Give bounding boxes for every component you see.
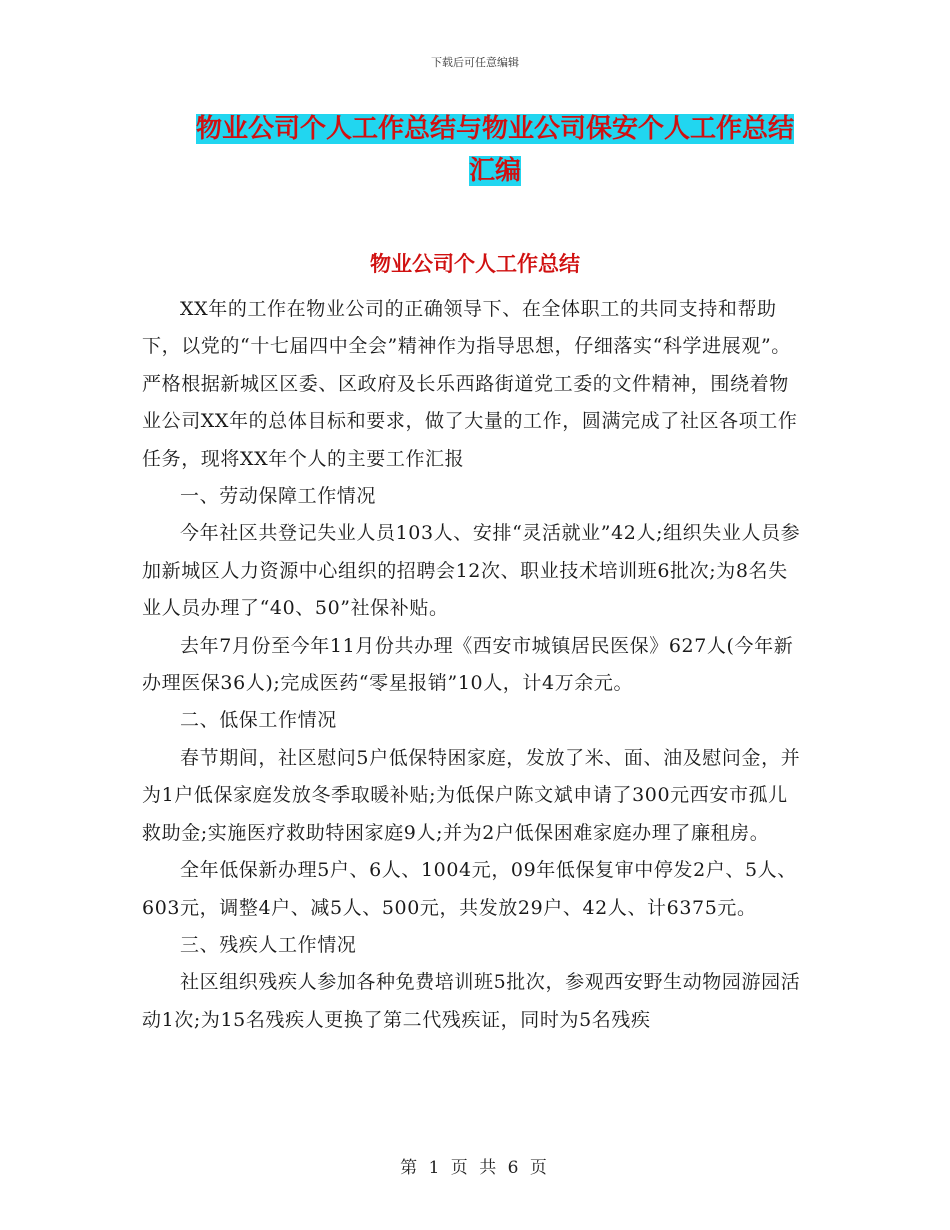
heading-disabled-persons: 三、残疾人工作情况 (180, 933, 357, 956)
paragraph-low-income-stats: 全年低保新办理5户、6人、1004元，09年低保复审中停发2户、5人、603元，调整4户、减5人、500元，共发放29户、42人、计6375元。 (142, 859, 797, 919)
document-title-line-2: 汇编 (468, 156, 521, 186)
paragraph-intro: XX年的工作在物业公司的正确领导下、在全体职工的共同支持和帮助下，以党的“十七届四中全会”精神作为指导思想，仔细落实“科学进展观”。严格根据新城区区委、区政府及长乐西路街道党工委的文件精神，围绕着物业公司XX年的总体目标和要求，做了大量的工作，圆满完成了社区各项工作任务，现将XX年个人的主要工作汇报 (142, 298, 798, 470)
section-title: 物业公司个人工作总结 (370, 252, 580, 276)
heading-labor-security: 一、劳动保障工作情况 (180, 485, 377, 508)
header-note: 下载后可任意编辑 (431, 56, 519, 69)
paragraph-medical-insurance: 去年7月份至今年11月份共办理《西安市城镇居民医保》627人(今年新办理医保36人);完成医药“零星报销”10人，计4万余元。 (142, 634, 794, 695)
document-title (150, 108, 840, 192)
heading-low-income: 二、低保工作情况 (180, 709, 337, 732)
paragraph-disabled-training: 社区组织残疾人参加各种免费培训班5批次，参观西安野生动物园游园活动1次;为15名残疾人更换了第二代残疾证，同时为5名残疾 (142, 971, 801, 1031)
paragraph-unemployment: 今年社区共登记失业人员103人、安排“灵活就业”42人;组织失业人员参加新城区人力资源中心组织的招聘会12次、职业技术培训班6批次;为8名失业人员办理了“40、50”社保补贴。 (142, 522, 801, 620)
paragraph-spring-festival: 春节期间，社区慰问5户低保特困家庭，发放了米、面、油及慰问金，并为1户低保家庭发放冬季取暖补贴;为低保户陈文斌申请了300元西安市孤儿救助金;实施医疗救助特困家庭9人;并为2户低保困难家庭办理了廉租房。 (142, 746, 801, 844)
page-number: 第 1 页 共 6 页 (400, 1158, 550, 1178)
body-text (142, 291, 807, 1039)
document-title-line-1: 物业公司个人工作总结与物业公司保安个人工作总结 (195, 114, 794, 144)
